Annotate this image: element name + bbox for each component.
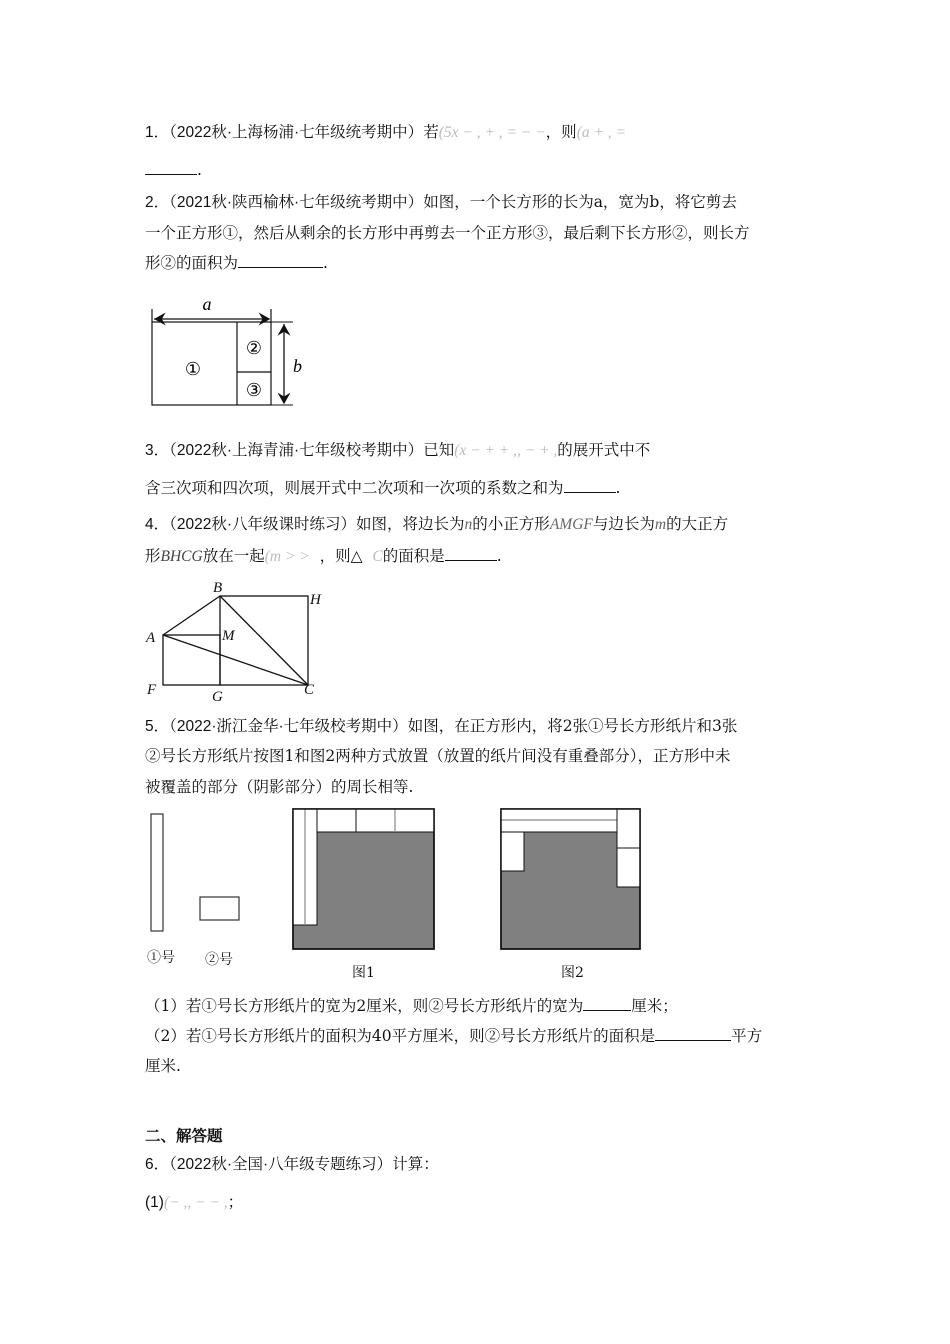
question-source: （2021秋·陕西榆林·七年级统考期中） bbox=[169, 194, 424, 211]
question-text: （2）若①号长方形纸片的面积为40平方厘米，则②号长方形纸片的面积是 bbox=[145, 1027, 656, 1045]
point-f: F bbox=[147, 682, 157, 698]
question-2-line-2: 一个正方形①，然后从剩余的长方形中再剪去一个正方形③，最后剩下长方形②，则长方 bbox=[145, 224, 750, 242]
question-text: 平方 bbox=[731, 1027, 763, 1045]
question-5-line-2: ②号长方形纸片按图1和图2两种方式放置（放置的纸片间没有重叠部分），正方形中未 bbox=[145, 747, 731, 765]
question-text: 已知 bbox=[423, 441, 455, 459]
math-expression: (x − + + ,, − + , bbox=[454, 442, 558, 459]
math-expression: (a + , = bbox=[576, 124, 627, 141]
question-text: 如图，将边长为 bbox=[356, 515, 465, 533]
question-text: 形②的面积为 bbox=[145, 254, 239, 272]
question-number: 3． bbox=[145, 442, 170, 459]
question-2-line-1 bbox=[145, 192, 737, 213]
question-text: （1）若①号长方形纸片的宽为2厘米，则②号长方形纸片的宽为 bbox=[145, 997, 584, 1015]
square-amgf: AMGF bbox=[549, 516, 593, 533]
label-a: a bbox=[202, 294, 212, 314]
punctuation: . bbox=[323, 254, 328, 272]
point-h: H bbox=[310, 592, 321, 608]
math-expression: (m > > bbox=[264, 548, 310, 565]
question-text: 的大正方 bbox=[666, 515, 729, 533]
math-expression: (− ,, − − , bbox=[163, 1194, 228, 1211]
question-source: （2022秋·上海青浦·七年级校考期中） bbox=[169, 442, 424, 459]
punctuation: . bbox=[197, 161, 202, 179]
variable-m: m bbox=[654, 516, 667, 533]
question-text: 的小正方形 bbox=[472, 515, 550, 533]
answer-blank[interactable] bbox=[445, 546, 497, 561]
question-1-line-1 bbox=[145, 122, 626, 143]
question-text: 形 bbox=[145, 547, 161, 565]
question-number: 1． bbox=[145, 124, 170, 141]
question-5-sub-2-line-2: 厘米. bbox=[145, 1057, 181, 1075]
figure-2-caption: 图2 bbox=[561, 965, 584, 981]
figure-1 bbox=[292, 808, 436, 950]
question-5-line-1 bbox=[145, 716, 737, 737]
variable-n: n bbox=[464, 516, 473, 533]
region-2-label: ② bbox=[245, 338, 263, 359]
question-text: 如图，在正方形内，将2张①号长方形纸片和3张 bbox=[407, 717, 738, 735]
question-text: ，则 bbox=[545, 123, 577, 141]
point-a: A bbox=[146, 630, 156, 646]
section-title: 二、解答题 bbox=[145, 1127, 223, 1145]
answer-blank[interactable] bbox=[145, 160, 197, 175]
piece-1-label: ①号 bbox=[147, 950, 175, 966]
question-source: （2022秋·八年级课时练习） bbox=[169, 516, 357, 533]
region-1-label: ① bbox=[184, 359, 202, 380]
sub-question-label: (1) bbox=[145, 1194, 164, 1211]
answer-blank[interactable] bbox=[564, 478, 616, 493]
answer-blank[interactable] bbox=[238, 253, 323, 268]
question-4-line-2 bbox=[145, 546, 502, 567]
figure-2 bbox=[500, 808, 642, 950]
question-text: 含三次项和四次项，则展开式中二次项和一次项的系数之和为 bbox=[145, 479, 564, 497]
question-2-line-3 bbox=[145, 253, 328, 273]
question-number: 2． bbox=[145, 194, 170, 211]
question-1-line-2 bbox=[145, 160, 202, 180]
piece-2-label: ②号 bbox=[205, 952, 233, 968]
figure-1-caption: 图1 bbox=[352, 965, 375, 981]
question-source: （2022秋·上海杨浦·七年级统考期中） bbox=[169, 124, 424, 141]
question-6-line-1 bbox=[145, 1154, 439, 1175]
question-4-line-1 bbox=[145, 514, 728, 535]
question-text: 的面积是 bbox=[382, 547, 445, 565]
question-text: 的展开式中不 bbox=[557, 441, 651, 459]
punctuation: ； bbox=[227, 1193, 244, 1211]
question-5-line-3: 被覆盖的部分（阴影部分）的周长相等. bbox=[145, 778, 414, 796]
point-c: C bbox=[304, 682, 315, 698]
question-6-sub-1 bbox=[145, 1192, 243, 1213]
square-bhcg: BHCG bbox=[160, 548, 203, 565]
question-source: （2022·浙江金华·七年级校考期中） bbox=[169, 718, 408, 735]
question-text: 厘米； bbox=[631, 997, 678, 1015]
question-number: 5． bbox=[145, 718, 170, 735]
question-source: （2022秋·全国·八年级专题练习） bbox=[169, 1156, 393, 1173]
piece-1-rect bbox=[151, 814, 163, 931]
piece-2-rect bbox=[200, 897, 239, 920]
question-number: 6． bbox=[145, 1156, 170, 1173]
answer-blank[interactable] bbox=[655, 1026, 731, 1041]
point-g: G bbox=[212, 689, 223, 703]
point-b: B bbox=[213, 580, 223, 596]
question-text: 放在一起 bbox=[202, 547, 265, 565]
question-text: 如图，一个长方形的长为a，宽为b，将它剪去 bbox=[423, 193, 737, 211]
question-3-line-1 bbox=[145, 440, 650, 461]
question-text: 若 bbox=[423, 123, 439, 141]
point-m: M bbox=[222, 628, 235, 644]
punctuation: . bbox=[615, 479, 621, 497]
question-5-sub-2 bbox=[145, 1026, 762, 1046]
question-text: ，则△ bbox=[319, 547, 363, 565]
answer-blank[interactable] bbox=[583, 996, 631, 1011]
question-3-line-2 bbox=[145, 478, 620, 498]
math-expression: (5x − , + , = − − bbox=[438, 124, 546, 141]
paper-pieces-figure bbox=[145, 810, 255, 950]
question-number: 4． bbox=[145, 516, 170, 533]
two-squares-figure bbox=[142, 578, 342, 703]
rectangle-cut-figure bbox=[145, 292, 305, 417]
punctuation: . bbox=[496, 547, 502, 565]
region-3-label: ③ bbox=[245, 380, 263, 401]
question-text: 计算： bbox=[392, 1155, 439, 1173]
label-b: b bbox=[293, 356, 302, 376]
math-expression: C bbox=[372, 548, 383, 565]
question-text: 与边长为 bbox=[592, 515, 655, 533]
question-5-sub-1 bbox=[145, 996, 678, 1016]
